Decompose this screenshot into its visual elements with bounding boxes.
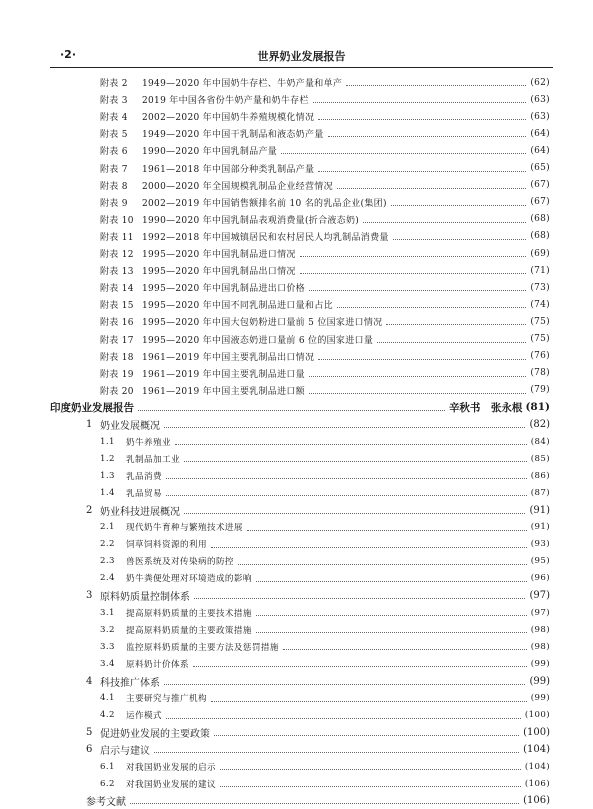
dot-leader bbox=[300, 273, 527, 274]
page-ref: (78) bbox=[530, 368, 550, 379]
toc-appendix-row bbox=[100, 245, 550, 262]
appendix-label: 附表 18 bbox=[100, 352, 134, 363]
dot-leader bbox=[164, 684, 525, 685]
toc-appendix-row bbox=[100, 74, 550, 91]
page-ref: (74) bbox=[530, 299, 550, 310]
dot-leader bbox=[247, 530, 527, 531]
dot-leader bbox=[281, 153, 526, 154]
appendix-label: 附表 3 bbox=[100, 96, 128, 107]
subsection-number: 6.1 bbox=[100, 761, 115, 772]
toc-subsection-row bbox=[100, 775, 550, 792]
subsection-number: 3.1 bbox=[100, 607, 115, 618]
toc-chapter-row bbox=[86, 724, 550, 741]
subsection-number: 2.2 bbox=[100, 539, 115, 550]
dot-leader bbox=[363, 222, 526, 223]
page-ref: (76) bbox=[530, 351, 550, 362]
header-rule bbox=[50, 67, 553, 68]
toc-chapter-row bbox=[86, 673, 550, 690]
page-ref: (68) bbox=[530, 214, 550, 225]
dot-leader bbox=[386, 324, 526, 325]
dot-leader bbox=[337, 307, 526, 308]
dot-leader bbox=[214, 735, 519, 736]
page-ref: (71) bbox=[530, 265, 550, 276]
dot-leader bbox=[313, 102, 527, 103]
subsection-title: 饲草饲料资源的利用 bbox=[126, 540, 207, 551]
dot-leader bbox=[164, 427, 525, 428]
appendix-title: 2002—2020 年中国奶牛养殖规模化情况 bbox=[142, 113, 315, 124]
subsection-number: 1.3 bbox=[100, 470, 115, 481]
subsection-title: 现代奶牛育种与繁殖技术进展 bbox=[126, 523, 243, 534]
dot-leader bbox=[256, 581, 527, 582]
dot-leader bbox=[220, 769, 521, 770]
appendix-title: 1995—2020 年中国大包奶粉进口量前 5 位国家进口情况 bbox=[142, 318, 383, 329]
section-authors: 辛秋书 张永根 bbox=[448, 401, 523, 414]
toc-appendix-row bbox=[100, 91, 550, 108]
subsection-number: 3.4 bbox=[100, 658, 115, 669]
appendix-title: 1961—2019 年中国主要乳制品进口量 bbox=[142, 369, 305, 380]
dot-leader bbox=[184, 461, 527, 462]
page-ref: (104) bbox=[524, 761, 550, 772]
page-ref: (69) bbox=[530, 248, 550, 259]
toc-chapter-row bbox=[86, 502, 550, 519]
subsection-number: 3.3 bbox=[100, 641, 115, 652]
subsection-title: 对我国奶业发展的启示 bbox=[126, 762, 216, 773]
page-ref: (67) bbox=[530, 197, 550, 208]
references-title: 参考文献 bbox=[86, 797, 126, 809]
dot-leader bbox=[220, 786, 521, 787]
page-ref: (63) bbox=[530, 94, 550, 105]
page-ref: (97) bbox=[530, 607, 550, 618]
appendix-title: 1990—2020 年中国乳制品表观消费量(折合液态奶) bbox=[142, 215, 360, 226]
toc-subsection-row bbox=[100, 707, 550, 724]
subsection-title: 奶牛粪便处理对环境造成的影响 bbox=[126, 574, 252, 585]
page-ref: (68) bbox=[530, 231, 550, 242]
subsection-title: 运作模式 bbox=[126, 711, 162, 722]
dot-leader bbox=[193, 666, 527, 667]
dot-leader bbox=[309, 376, 526, 377]
appendix-title: 2019 年中国各省份牛奶产量和奶牛存栏 bbox=[142, 96, 309, 107]
dot-leader bbox=[166, 478, 527, 479]
subsection-title: 奶牛养殖业 bbox=[126, 437, 171, 448]
toc-appendix-row bbox=[100, 211, 550, 228]
toc-chapter-row bbox=[86, 587, 550, 604]
page-ref: (98) bbox=[530, 624, 550, 635]
dot-leader bbox=[318, 119, 526, 120]
page-ref: (84) bbox=[530, 436, 550, 447]
toc-appendix-row bbox=[100, 296, 550, 313]
subsection-title: 主要研究与推广机构 bbox=[126, 694, 207, 705]
page-ref: (65) bbox=[530, 163, 550, 173]
toc-subsection-row bbox=[100, 519, 550, 536]
toc-appendix-row bbox=[100, 160, 550, 177]
toc-appendix-row bbox=[100, 348, 550, 365]
page-ref: (86) bbox=[530, 470, 550, 481]
toc-subsection-row bbox=[100, 638, 550, 655]
toc-section-row bbox=[50, 399, 550, 416]
appendix-title: 1995—2020 年中国乳制品进出口价格 bbox=[142, 284, 305, 295]
dot-leader bbox=[166, 495, 527, 496]
toc-appendix-row bbox=[100, 331, 550, 348]
toc-appendix-row bbox=[100, 108, 550, 125]
dot-leader bbox=[318, 359, 526, 360]
dot-leader bbox=[256, 615, 527, 616]
subsection-title: 监控原料奶质量的主要方法及惩罚措施 bbox=[126, 642, 279, 653]
appendix-title: 1995—2020 年中国乳制品进口情况 bbox=[142, 250, 296, 260]
page-ref: (85) bbox=[530, 453, 550, 464]
appendix-title: 1949—2020 年中国干乳制品和液态奶产量 bbox=[142, 130, 324, 141]
dot-leader bbox=[130, 803, 519, 804]
chapter-title: 科技推广体系 bbox=[100, 677, 160, 689]
toc-appendix-row bbox=[100, 382, 550, 399]
subsection-title: 原料奶计价体系 bbox=[126, 659, 189, 670]
toc-subsection-row bbox=[100, 467, 550, 484]
subsection-number: 2.4 bbox=[100, 573, 115, 584]
dot-leader bbox=[377, 342, 526, 343]
dot-leader bbox=[309, 393, 526, 394]
dot-leader bbox=[194, 598, 525, 599]
appendix-title: 1961—2019 年中国主要乳制品出口情况 bbox=[142, 352, 315, 363]
appendix-label: 附表 7 bbox=[100, 164, 128, 175]
subsection-number: 2.1 bbox=[100, 522, 115, 533]
page-ref: (100) bbox=[524, 710, 550, 721]
subsection-title: 乳品贸易 bbox=[126, 488, 162, 499]
page-ref: (91) bbox=[529, 504, 550, 516]
toc-appendix-row bbox=[100, 279, 550, 296]
subsection-number: 1.2 bbox=[100, 453, 115, 464]
dot-leader bbox=[211, 547, 527, 548]
toc-appendix-row bbox=[100, 125, 550, 142]
page-ref: (63) bbox=[530, 111, 550, 122]
appendix-label: 附表 11 bbox=[100, 232, 134, 243]
toc-subsection-row bbox=[100, 553, 550, 570]
appendix-label: 附表 8 bbox=[100, 181, 128, 192]
subsection-number: 1.1 bbox=[100, 436, 115, 447]
chapter-title: 奶业科技进展概况 bbox=[100, 506, 180, 518]
section-title: 印度奶业发展报告 bbox=[50, 401, 134, 414]
toc-subsection-row bbox=[100, 484, 550, 501]
dot-leader bbox=[283, 649, 527, 650]
page-number: ·2· bbox=[60, 48, 77, 61]
appendix-title: 1995—2020 年中国乳制品出口情况 bbox=[142, 267, 296, 278]
dot-leader bbox=[211, 701, 527, 702]
appendix-label: 附表 13 bbox=[100, 267, 134, 278]
dot-leader bbox=[328, 136, 527, 137]
appendix-title: 1961—2018 年中国部分种类乳制品产量 bbox=[142, 164, 315, 175]
page-ref: (64) bbox=[530, 128, 550, 139]
dot-leader bbox=[175, 444, 527, 445]
toc-subsection-row bbox=[100, 604, 550, 621]
appendix-label: 附表 19 bbox=[100, 369, 134, 380]
toc-appendix-row bbox=[100, 177, 550, 194]
subsection-number: 4.2 bbox=[100, 710, 115, 721]
subsection-number: 3.2 bbox=[100, 624, 115, 635]
page-ref: (67) bbox=[530, 180, 550, 191]
subsection-number: 4.1 bbox=[100, 693, 115, 704]
appendix-label: 附表 9 bbox=[100, 198, 128, 209]
chapter-title: 奶业发展概况 bbox=[100, 421, 160, 432]
subsection-title: 提高原料奶质量的主要政策措施 bbox=[126, 625, 252, 636]
appendix-label: 附表 20 bbox=[100, 386, 134, 397]
dot-leader bbox=[138, 410, 445, 411]
chapter-number: 3 bbox=[86, 590, 93, 601]
toc-subsection-row bbox=[100, 655, 550, 672]
dot-leader bbox=[309, 290, 526, 291]
dot-leader bbox=[166, 718, 521, 719]
dot-leader bbox=[346, 85, 526, 86]
page-ref: (79) bbox=[530, 385, 550, 396]
page-ref: (99) bbox=[530, 658, 550, 669]
toc-appendix-row bbox=[100, 313, 550, 330]
page-ref: (96) bbox=[530, 573, 550, 584]
page-ref: (75) bbox=[530, 316, 550, 327]
dot-leader bbox=[391, 205, 527, 206]
page-header bbox=[50, 46, 553, 66]
page-ref: (93) bbox=[530, 539, 550, 550]
appendix-label: 附表 2 bbox=[100, 79, 128, 89]
page-ref: (95) bbox=[530, 556, 550, 567]
appendix-title: 1949—2020 年中国奶牛存栏、牛奶产量和单产 bbox=[142, 79, 343, 89]
appendix-label: 附表 10 bbox=[100, 215, 134, 226]
dot-leader bbox=[238, 564, 527, 565]
chapter-title: 促进奶业发展的主要政策 bbox=[100, 728, 210, 740]
toc-subsection-row bbox=[100, 450, 550, 467]
appendix-title: 1992—2018 年中国城镇居民和农村居民人均乳制品消费量 bbox=[142, 232, 389, 243]
toc-appendix-row bbox=[100, 228, 550, 245]
appendix-label: 附表 12 bbox=[100, 250, 134, 260]
page-ref: (99) bbox=[529, 675, 550, 687]
subsection-title: 对我国奶业发展的建议 bbox=[126, 779, 216, 790]
subsection-number: 2.3 bbox=[100, 556, 115, 567]
page-ref: (73) bbox=[530, 282, 550, 293]
toc-references-row bbox=[86, 792, 550, 809]
dot-leader bbox=[154, 752, 519, 753]
dot-leader bbox=[300, 256, 527, 257]
chapter-number: 2 bbox=[86, 504, 93, 516]
dot-leader bbox=[393, 239, 527, 240]
toc-subsection-row bbox=[100, 621, 550, 638]
toc-appendix-row bbox=[100, 262, 550, 279]
appendix-label: 附表 15 bbox=[100, 301, 134, 312]
appendix-title: 1990—2020 年中国乳制品产量 bbox=[142, 147, 278, 158]
dot-leader bbox=[318, 171, 526, 172]
page-ref: (64) bbox=[530, 145, 550, 156]
toc-subsection-row bbox=[100, 433, 550, 450]
subsection-number: 1.4 bbox=[100, 487, 115, 498]
page-ref: (82) bbox=[529, 419, 550, 430]
page-ref: (104) bbox=[523, 743, 550, 755]
appendix-title: 2002—2019 年中国销售额排名前 10 名的乳品企业(集团) bbox=[142, 198, 387, 209]
chapter-number: 4 bbox=[86, 675, 93, 687]
subsection-title: 兽医系统及对传染病的防控 bbox=[126, 557, 234, 568]
subsection-title: 提高原料奶质量的主要技术措施 bbox=[126, 608, 252, 619]
page-ref: (81) bbox=[525, 401, 550, 414]
page-ref: (99) bbox=[530, 693, 550, 704]
subsection-title: 乳品消费 bbox=[126, 471, 162, 482]
appendix-label: 附表 14 bbox=[100, 284, 134, 295]
chapter-number: 1 bbox=[86, 419, 93, 430]
toc-chapter-row bbox=[86, 416, 550, 433]
page-ref: (100) bbox=[523, 726, 550, 738]
page-ref: (87) bbox=[530, 487, 550, 498]
appendix-label: 附表 5 bbox=[100, 130, 128, 141]
toc-subsection-row bbox=[100, 536, 550, 553]
toc-subsection-row bbox=[100, 690, 550, 707]
page-ref: (106) bbox=[524, 778, 550, 789]
dot-leader bbox=[184, 513, 525, 514]
toc-subsection-row bbox=[100, 758, 550, 775]
appendix-label: 附表 16 bbox=[100, 318, 134, 329]
toc-appendix-row bbox=[100, 194, 550, 211]
page-ref: (97) bbox=[529, 590, 550, 601]
chapter-title: 原料奶质量控制体系 bbox=[100, 592, 190, 603]
page-ref: (91) bbox=[530, 522, 550, 533]
appendix-label: 附表 6 bbox=[100, 147, 128, 158]
appendix-title: 1995—2020 年中国不同乳制品进口量和占比 bbox=[142, 301, 333, 312]
chapter-title: 启示与建议 bbox=[100, 745, 150, 757]
appendix-title: 2000—2020 年全国规模乳制品企业经营情况 bbox=[142, 181, 333, 192]
subsection-title: 乳制品加工业 bbox=[126, 454, 180, 465]
toc-chapter-row bbox=[86, 741, 550, 758]
page-ref: (62) bbox=[530, 77, 550, 88]
chapter-number: 6 bbox=[86, 743, 93, 755]
page-ref: (75) bbox=[530, 334, 550, 344]
toc-subsection-row bbox=[100, 570, 550, 587]
dot-leader bbox=[256, 632, 527, 633]
subsection-number: 6.2 bbox=[100, 778, 115, 789]
page-ref: (106) bbox=[523, 795, 550, 807]
dot-leader bbox=[337, 188, 526, 189]
appendix-title: 1995—2020 年中国液态奶进口量前 6 位的国家进口量 bbox=[142, 335, 374, 346]
toc-appendix-row bbox=[100, 142, 550, 159]
page-ref: (98) bbox=[530, 641, 550, 652]
chapter-number: 5 bbox=[86, 726, 93, 738]
appendix-label: 附表 4 bbox=[100, 113, 128, 124]
appendix-title: 1961—2019 年中国主要乳制品进口额 bbox=[142, 386, 305, 397]
appendix-label: 附表 17 bbox=[100, 335, 134, 346]
running-title: 世界奶业发展报告 bbox=[257, 50, 346, 63]
toc-appendix-row bbox=[100, 365, 550, 382]
